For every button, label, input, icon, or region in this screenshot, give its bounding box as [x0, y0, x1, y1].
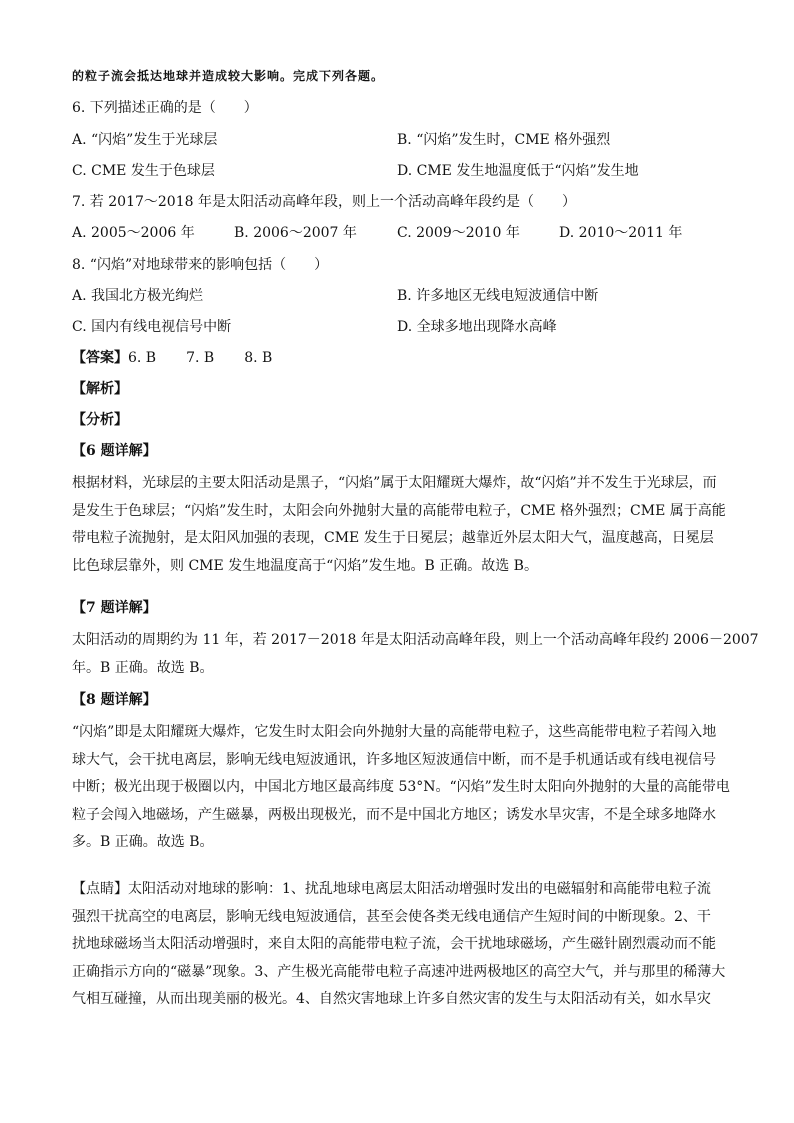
question-6-stem: 6. 下列描述正确的是（ ）: [72, 100, 258, 116]
question-7-option-b: B. 2006～2007 年: [234, 225, 357, 241]
answer-8: 8. B: [244, 350, 273, 366]
analysis-label: 【解析】: [72, 381, 128, 397]
detail-8-line: 中断；极光出现于极圈以内，中国北方地区最高纬度 53°N。“闪焰”发生时太阳向外抛射的大量的高能带电: [72, 779, 730, 795]
answer-line: [72, 348, 302, 368]
detail-8-text: [72, 719, 730, 857]
detail-8-line: 球大气，会干扰电离层，影响无线电短波通讯，许多地区短波通信中断，而不是手机通话或有线电视信号: [72, 751, 716, 768]
dianjing-line: 气相互碰撞，从而出现美丽的极光。4、自然灾害地球上许多自然灾害的发生与太阳活动有关，如水旱灾: [72, 991, 711, 1007]
detail-6-line: 根据材料，光球层的主要太阳活动是黑子，“闪焰”属于太阳耀斑大爆炸，故“闪焰”并不发生于光球层，而: [72, 475, 717, 491]
detail-7-line: 年。B 正确。故选 B。: [72, 659, 214, 676]
question-8-option-a: A. 我国北方极光绚烂: [72, 288, 204, 304]
dianjing-line: 【点睛】太阳活动对地球的影响：1、扰乱地球电离层太阳活动增强时发出的电磁辐射和高能带电粒子流: [72, 881, 711, 897]
intro-text: 的粒子流会抵达地球并造成较大影响。完成下列各题。: [72, 69, 385, 83]
question-6-option-b: B. “闪焰”发生时，CME 格外强烈: [397, 132, 611, 148]
question-7-option-a: A. 2005～2006 年: [72, 225, 195, 241]
detail-8-line: 粒子会闯入地磁场，产生磁暴，两极出现极光，而不是中国北方地区；诱发水旱灾害，不是全球多地降水: [72, 806, 716, 823]
answer-6: 6. B: [128, 350, 157, 366]
question-8-stem: 8. “闪焰”对地球带来的影响包括（ ）: [72, 257, 329, 273]
question-6-option-a: A. “闪焰”发生于光球层: [72, 132, 218, 148]
detail-8-line: “闪焰”即是太阳耀斑大爆炸，它发生时太阳会向外抛射大量的高能带电粒子，这些高能带电粒子若闯入地: [72, 724, 717, 740]
detail-6-label: 【6 题详解】: [72, 443, 157, 459]
dianjing-text: [72, 876, 726, 1014]
dianjing-line: 正确指示方向的“磁暴”现象。3、产生极光高能带电粒子高速冲进两极地区的高空大气，并与那里的稀薄大: [72, 963, 726, 980]
detail-8-label: 【8 题详解】: [72, 692, 157, 708]
dianjing-line: 扰地球磁场当太阳活动增强时，来自太阳的高能带电粒子流，会干扰地球磁场，产生磁针剧烈震动而不能: [72, 936, 716, 952]
detail-6-line: 是发生于色球层；“闪焰”发生时，太阳会向外抛射大量的高能带电粒子，CME 格外强烈；CME 属于高能: [72, 502, 726, 519]
detail-6-text: [72, 470, 726, 580]
detail-7-label: 【7 题详解】: [72, 600, 157, 616]
question-7-option-c: C. 2009～2010 年: [397, 225, 520, 241]
question-8-option-c: C. 国内有线电视信号中断: [72, 319, 232, 335]
question-6-option-c: C. CME 发生于色球层: [72, 163, 215, 179]
question-7-stem: 7. 若 2017～2018 年是太阳活动高峰年段，则上一个活动高峰年段约是（ ）: [72, 194, 576, 210]
answer-7: 7. B: [186, 350, 215, 366]
question-6-option-d: D. CME 发生地温度低于“闪焰”发生地: [397, 163, 639, 179]
question-8-option-b: B. 许多地区无线电短波通信中断: [397, 288, 599, 304]
fenxi-label: 【分析】: [72, 412, 128, 428]
detail-7-text: [72, 627, 759, 682]
detail-6-line: 比色球层靠外，则 CME 发生地温度高于“闪焰”发生地。B 正确。故选 B。: [72, 557, 538, 574]
question-8-option-d: D. 全球多地出现降水高峰: [397, 319, 557, 335]
question-7-option-d: D. 2010～2011 年: [559, 225, 683, 241]
dianjing-line: 强烈干扰高空的电离层，影响无线电短波通信，甚至会使各类无线电通信产生短时间的中断现象。2、干: [72, 908, 711, 925]
answer-label: 【答案】: [72, 350, 128, 366]
detail-8-line: 多。B 正确。故选 B。: [72, 834, 214, 850]
detail-6-line: 带电粒子流抛射，是太阳风加强的表现，CME 发生于日冕层；越靠近外层太阳大气，温度越高，日冕层: [72, 530, 714, 546]
detail-7-line: 太阳活动的周期约为 11 年，若 2017－2018 年是太阳活动高峰年段，则上一个活动高峰年段约 2006－2007: [72, 632, 759, 648]
